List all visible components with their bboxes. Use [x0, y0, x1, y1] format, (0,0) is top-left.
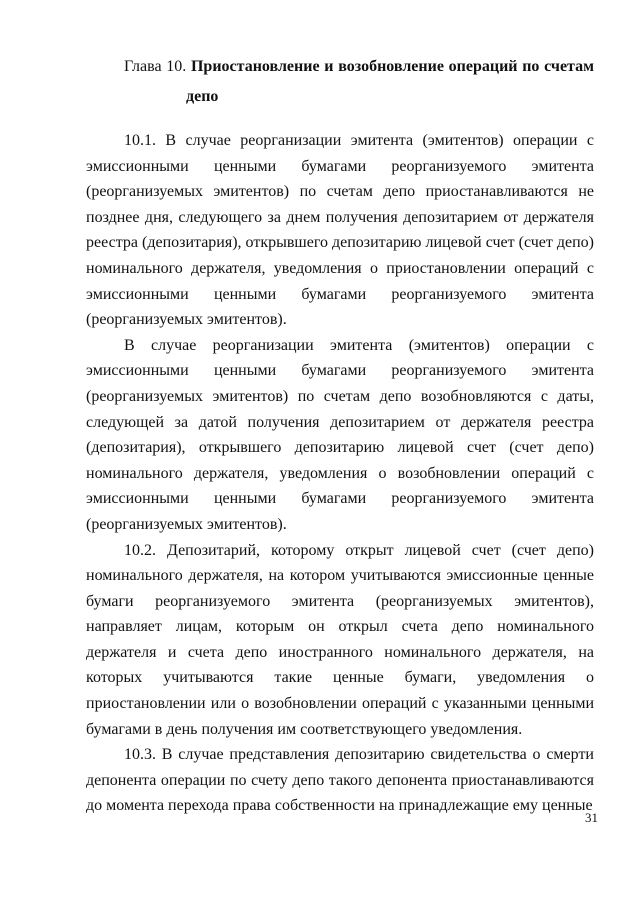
- chapter-heading: [124, 52, 594, 82]
- chapter-title-line1: Приостановление и возобновление операций по счетам: [190, 58, 594, 75]
- chapter-number: Глава 10.: [124, 58, 187, 75]
- paragraph-10-1-resume: В случае реорганизации эмитента (эмитентов) операции с эмиссионными ценными бумагами реорганизуемого эмитента (реорганизуемых эмитентов) по счетам депо возобновляются с даты, следующей за датой получения депозитарием от держателя реестра (депозитария), открывшего депозитарию лицевой счет (счет депо) номинального держателя, уведомления о возобновлении операций с эмиссионными ценными бумагами реорганизуемого эмитента (реорганизуемых эмитентов).: [86, 336, 594, 533]
- chapter-title-line2: депо: [186, 88, 219, 105]
- paragraph-10-3: 10.3. В случае представления депозитарию свидетельства о смерти депонента операции по счету депо такого депонента приостанавливаются до момента перехода права собственности на принадлежащие ему ценные: [86, 746, 594, 815]
- paragraph-10-1: 10.1. В случае реорганизации эмитента (эмитентов) операции с эмиссионными ценными бумагами реорганизуемого эмитента (реорганизуемых эмитентов) по счетам депо приостанавливаются не позднее дня, следующего за днем получения депозитарием от держателя реестра (депозитария), открывшего депозитарию лицевой счет (счет депо) номинального держателя, уведомления о приостановлении операций с эмиссионными ценными бумагами реорганизуемого эмитента (реорганизуемых эмитентов).: [86, 132, 595, 329]
- document-body: [86, 128, 594, 819]
- paragraph-10-2: 10.2. Депозитарий, которому открыт лицевой счет (счет депо) номинального держателя, на котором учитываются эмиссионные ценные бумаги реорганизуемого эмитента (реорганизуемых эмитентов), направляет лицам, которым он открыл счета депо номинального держателя и счета депо иностранного номинального держателя, на которых учитываются такие ценные бумаги, уведомления о приостановлении или о возобновлении операций с указанными ценными бумагами в день получения им соответствующего уведомления.: [86, 541, 594, 738]
- page-number: 31: [585, 810, 598, 825]
